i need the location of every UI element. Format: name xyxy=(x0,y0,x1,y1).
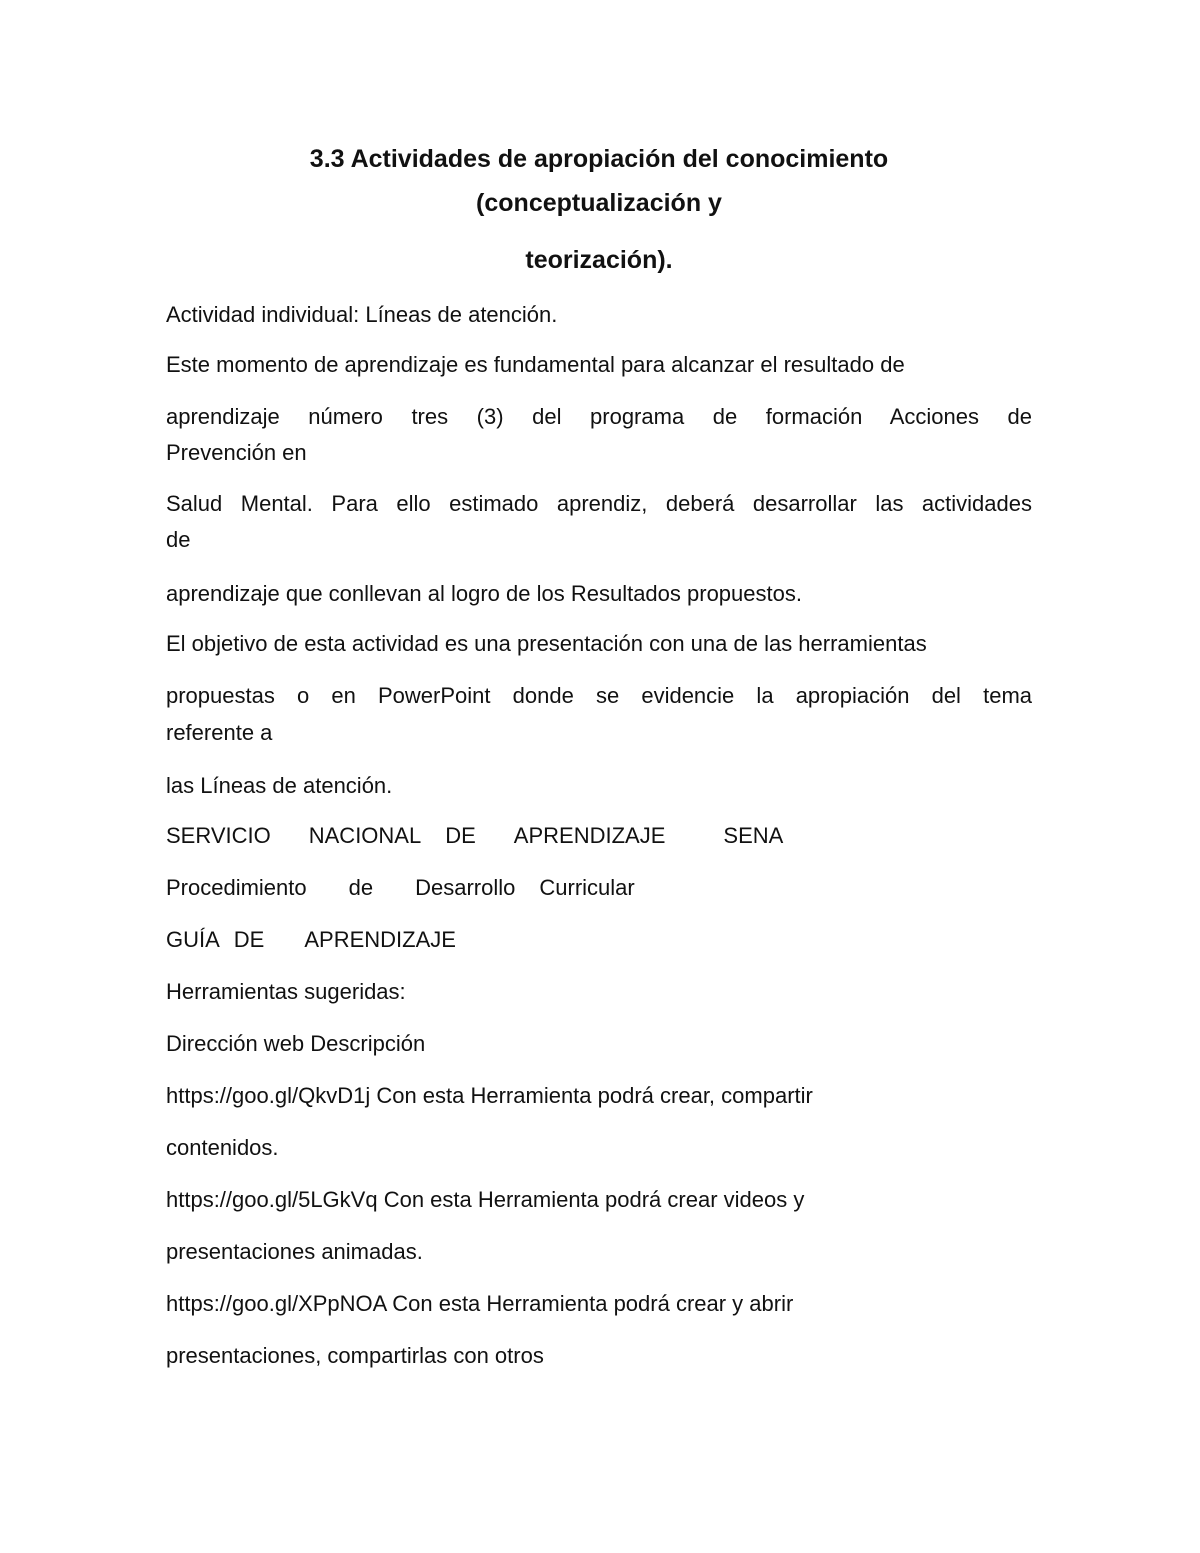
paragraph-line: aprendizaje que conllevan al logro de los Resultados propuestos. xyxy=(166,581,802,606)
guide-row xyxy=(166,922,456,958)
tool-item-line: https://goo.gl/5LGkVq Con esta Herramienta podrá crear videos y xyxy=(166,1187,805,1212)
tool-item-line: presentaciones, compartirlas con otros xyxy=(166,1343,544,1368)
paragraph-line: de xyxy=(166,527,191,552)
org-word: SERVICIO xyxy=(166,823,271,848)
paragraph-line: referente a xyxy=(166,720,273,745)
org-word: APRENDIZAJE xyxy=(513,823,666,848)
org-word: NACIONAL xyxy=(308,823,422,848)
section-title-line-2: (conceptualización y xyxy=(476,189,722,217)
paragraph-line: propuestas o en PowerPoint donde se evidencie la apropiación del tema xyxy=(166,683,1032,708)
paragraph-line: Salud Mental. Para ello estimado aprendiz, deberá desarrollar las actividades xyxy=(166,491,1032,516)
tools-columns: Dirección web Descripción xyxy=(166,1031,426,1056)
guide-word: GUÍA xyxy=(166,927,220,952)
procedure-row xyxy=(166,870,635,906)
org-word: DE xyxy=(445,823,476,848)
paragraph-line: aprendizaje número tres (3) del programa de formación Acciones de xyxy=(166,404,1032,429)
procedure-word: de xyxy=(348,875,374,900)
activity-label: Actividad individual: Líneas de atención. xyxy=(166,302,558,327)
paragraph-line: Este momento de aprendizaje es fundamental para alcanzar el resultado de xyxy=(166,352,905,377)
procedure-word: Desarrollo xyxy=(415,875,516,900)
section-title-line-1: 3.3 Actividades de apropiación del conocimiento xyxy=(309,145,889,173)
section-title-line-3: teorización). xyxy=(525,246,673,274)
paragraph-line: El objetivo de esta actividad es una presentación con una de las herramientas xyxy=(166,631,927,656)
tool-item-line: presentaciones animadas. xyxy=(166,1239,423,1264)
procedure-word: Procedimiento xyxy=(166,875,307,900)
paragraph-line: Prevención en xyxy=(166,440,307,465)
paragraph-line: las Líneas de atención. xyxy=(166,773,393,798)
guide-word: DE xyxy=(233,927,265,952)
org-name-row xyxy=(166,818,783,854)
procedure-word: Curricular xyxy=(539,875,635,900)
guide-word: APRENDIZAJE xyxy=(304,927,456,952)
tool-item-line: https://goo.gl/QkvD1j Con esta Herramienta podrá crear, compartir xyxy=(166,1083,813,1108)
tools-heading: Herramientas sugeridas: xyxy=(166,979,406,1004)
org-word: SENA xyxy=(723,823,784,848)
tool-item-line: contenidos. xyxy=(166,1135,279,1160)
tool-item-line: https://goo.gl/XPpNOA Con esta Herramienta podrá crear y abrir xyxy=(166,1291,794,1316)
